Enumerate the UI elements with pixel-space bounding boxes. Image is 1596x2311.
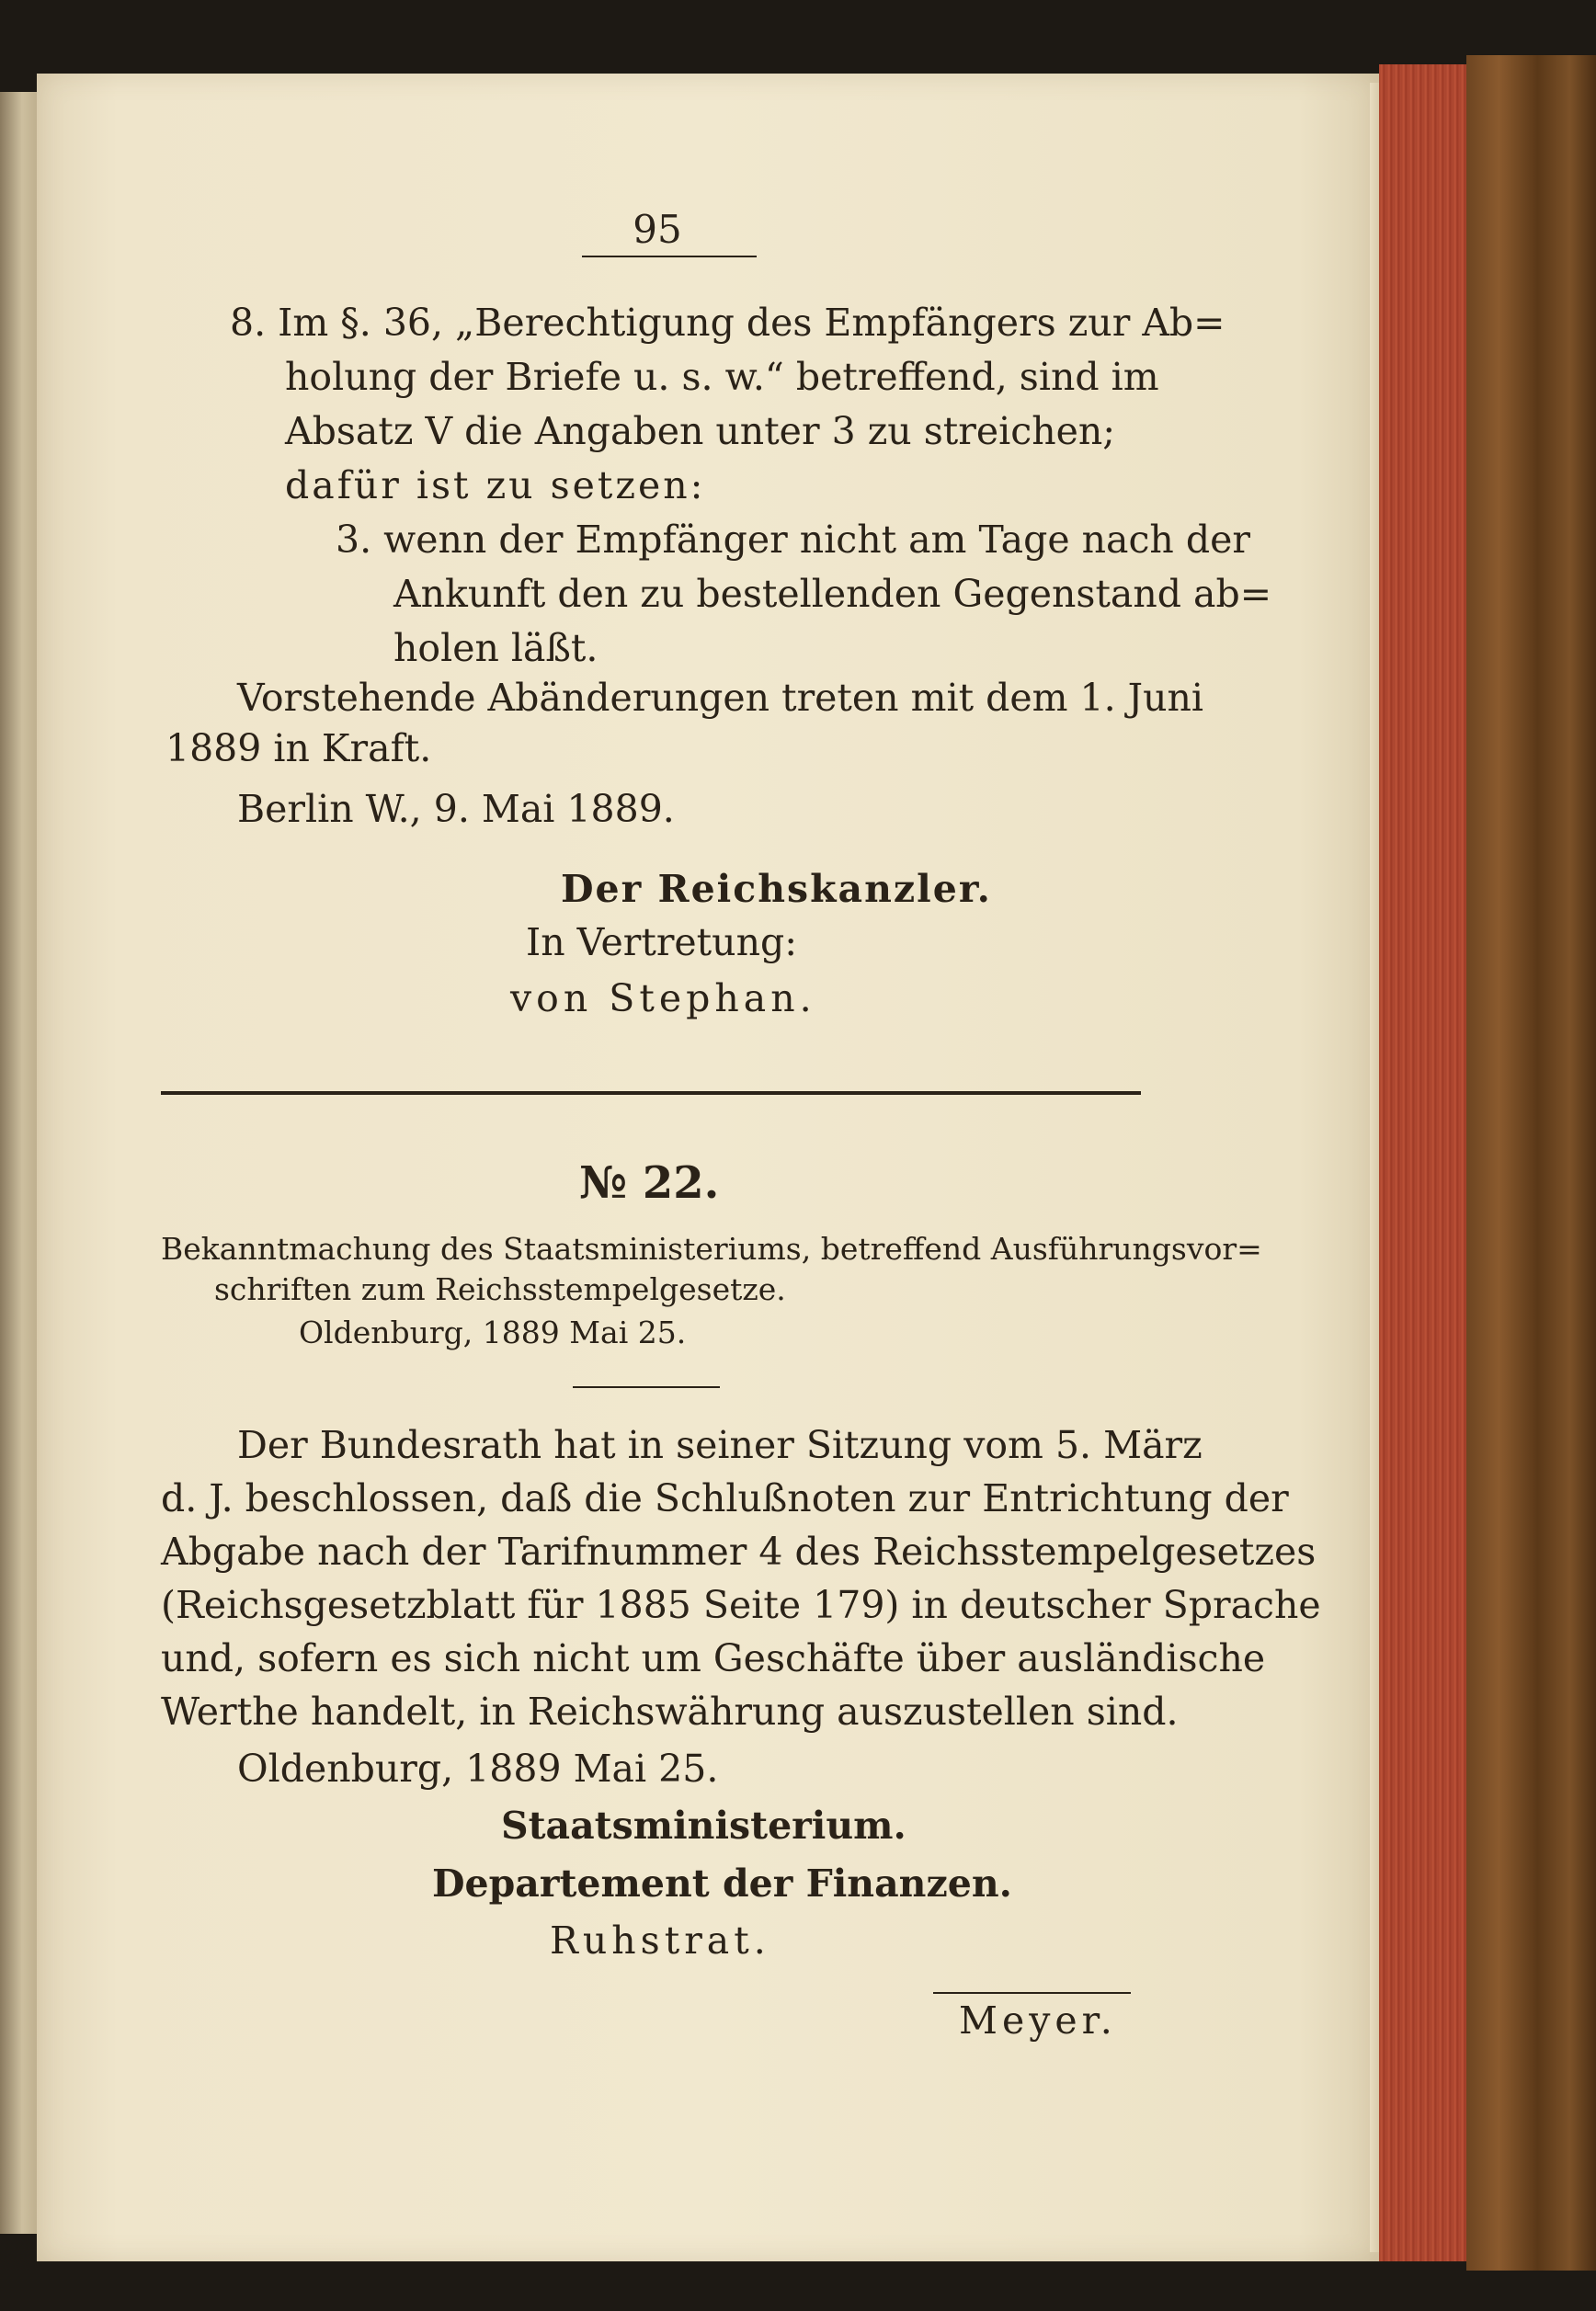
signature-office: Der Reichskanzler. xyxy=(561,867,992,911)
signature-name: von Stephan. xyxy=(510,976,816,1020)
body-line: Der Bundesrath hat in seiner Sitzung vom 5. März xyxy=(237,1423,1203,1467)
item8-sub-line: 3. wenn der Empfänger nicht am Tage nach der xyxy=(336,518,1250,562)
notice-date: Oldenburg, 1889 Mai 25. xyxy=(299,1315,687,1350)
body-line: Werthe handelt, in Reichswährung auszustellen sind. xyxy=(161,1690,1179,1734)
effective-line: 1889 in Kraft. xyxy=(165,726,432,770)
item8-line: 8. Im §. 36, „Berechtigung des Empfängers zur Ab= xyxy=(230,301,1226,345)
leather-cover xyxy=(1466,55,1596,2271)
place-date: Oldenburg, 1889 Mai 25. xyxy=(237,1747,719,1791)
item8-line: holung der Briefe u. s. w.“ betreffend, sind im xyxy=(285,355,1159,399)
left-page-edge xyxy=(0,92,37,2234)
notice-title-line: schriften zum Reichsstempelgesetze. xyxy=(214,1271,786,1307)
notice-number: № 22. xyxy=(579,1157,720,1209)
item8-line: dafür ist zu setzen: xyxy=(285,463,706,507)
body-line: d. J. beschlossen, daß die Schlußnoten zur Entrichtung der xyxy=(161,1476,1289,1520)
item8-sub-line: Ankunft den zu bestellenden Gegenstand ab= xyxy=(393,572,1272,616)
body-line: (Reichsgesetzblatt für 1885 Seite 179) in deutscher Sprache xyxy=(161,1583,1321,1627)
item8-line: Absatz V die Angaben unter 3 zu streichen; xyxy=(285,409,1116,453)
signature-ministry: Staatsministerium. xyxy=(501,1804,906,1848)
cosigner-rule xyxy=(933,1992,1131,1994)
red-page-edges xyxy=(1379,64,1466,2261)
body-line: und, sofern es sich nicht um Geschäfte über ausländische xyxy=(161,1636,1266,1680)
signature-name: Ruhstrat. xyxy=(550,1918,770,1963)
page-number-rule xyxy=(582,256,757,257)
signature-cosigner: Meyer. xyxy=(959,1998,1117,2043)
signature-department: Departement der Finanzen. xyxy=(432,1861,1012,1906)
body-line: Abgabe nach der Tarifnummer 4 des Reichsstempelgesetzes xyxy=(161,1530,1317,1574)
short-rule xyxy=(573,1386,720,1388)
place-date: Berlin W., 9. Mai 1889. xyxy=(237,787,675,831)
section-divider xyxy=(161,1091,1141,1095)
item8-sub-line: holen läßt. xyxy=(393,626,598,670)
notice-title-line: Bekanntmachung des Staatsministeriums, betreffend Ausführungsvor= xyxy=(161,1231,1262,1267)
page-number: 95 xyxy=(633,207,682,252)
effective-line: Vorstehende Abänderungen treten mit dem 1. Juni xyxy=(237,676,1204,720)
signature-deputy: In Vertretung: xyxy=(526,920,798,964)
